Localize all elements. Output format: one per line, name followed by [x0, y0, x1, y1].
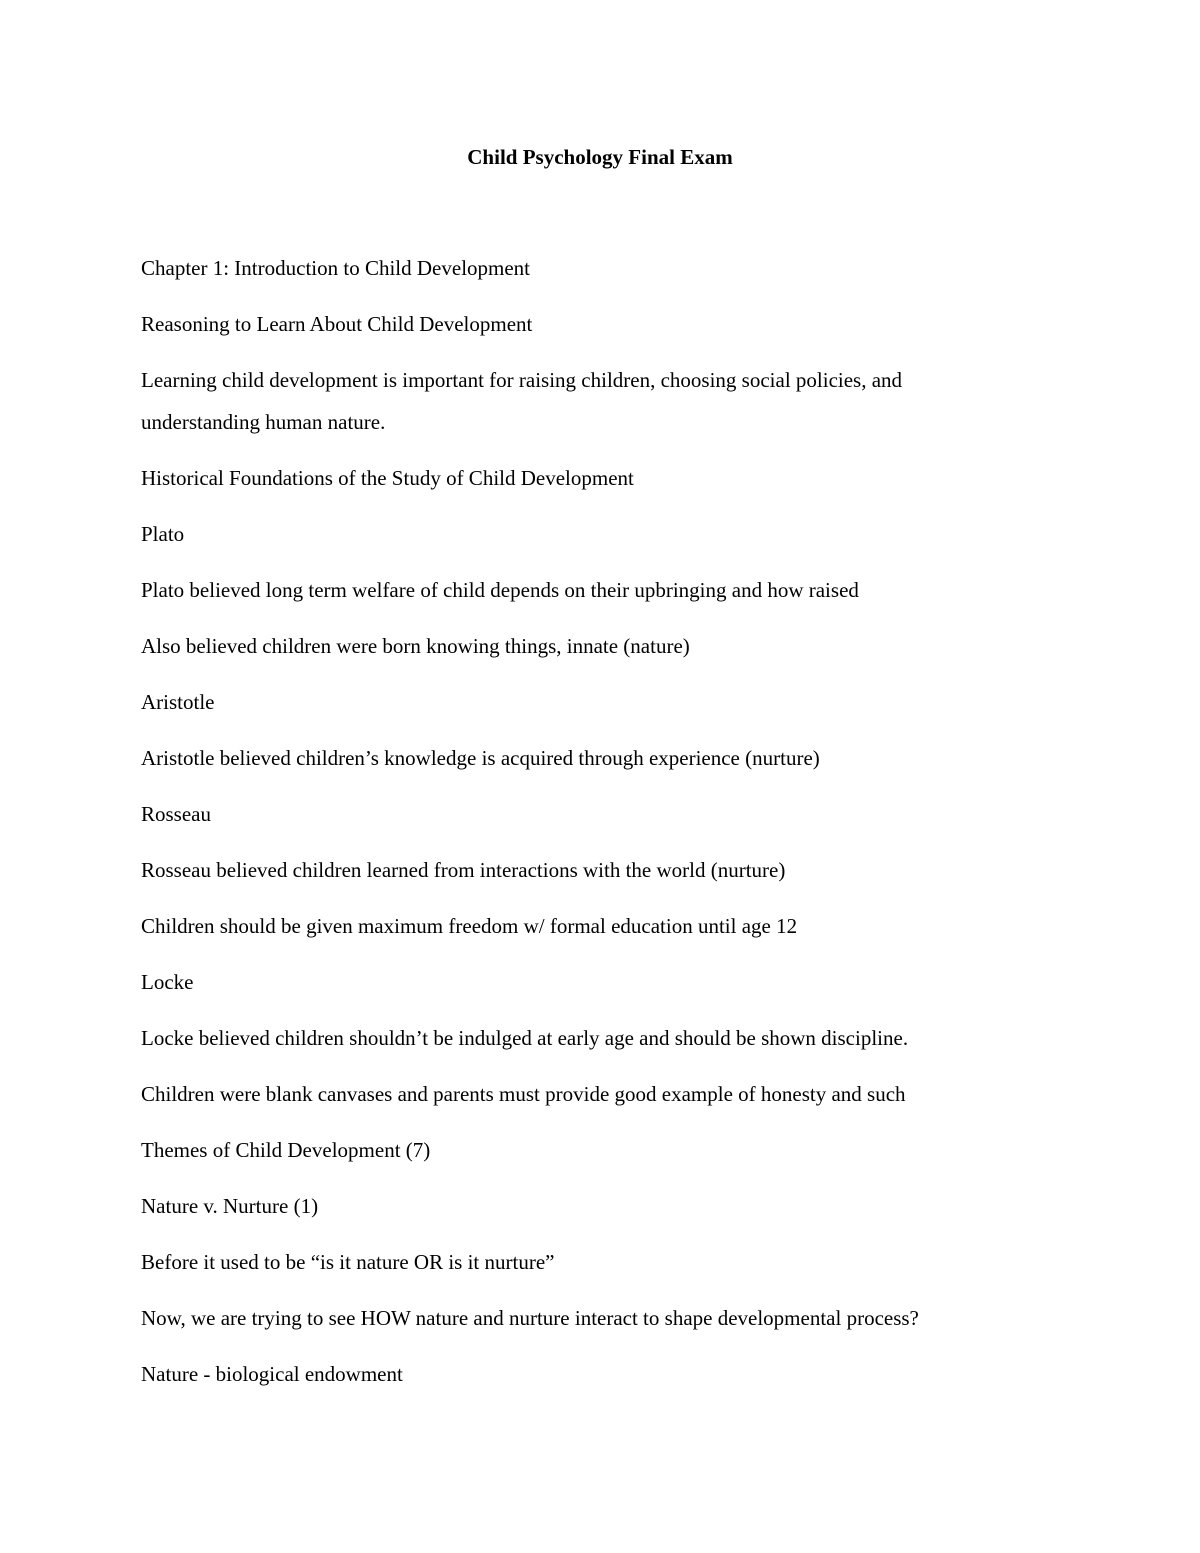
- paragraph: Locke believed children shouldn’t be indulged at early age and should be shown discipline.: [141, 1026, 909, 1050]
- paragraph: Children should be given maximum freedom w/ formal education until age 12: [141, 914, 798, 938]
- section-heading: Reasoning to Learn About Child Development: [141, 312, 533, 336]
- paragraph: Children were blank canvases and parents must provide good example of honesty and such: [141, 1082, 906, 1106]
- chapter-heading: Chapter 1: Introduction to Child Development: [141, 256, 531, 280]
- paragraph: Plato believed long term welfare of child depends on their upbringing and how raised: [141, 578, 859, 602]
- document-body: [141, 252, 1041, 1414]
- paragraph-line: understanding human nature.: [141, 410, 386, 434]
- paragraph: Before it used to be “is it nature OR is it nurture”: [141, 1250, 555, 1274]
- paragraph: Now, we are trying to see HOW nature and nurture interact to shape developmental process?: [141, 1306, 919, 1330]
- subheading: Locke: [141, 970, 194, 994]
- section-heading: Historical Foundations of the Study of Child Development: [141, 466, 634, 490]
- paragraph-line: Learning child development is important for raising children, choosing social policies, and: [141, 368, 903, 392]
- paragraph: [141, 364, 1041, 438]
- subheading: Nature v. Nurture (1): [141, 1194, 319, 1218]
- paragraph: Also believed children were born knowing things, innate (nature): [141, 634, 690, 658]
- paragraph: Rosseau believed children learned from interactions with the world (nurture): [141, 858, 786, 882]
- document-title: Child Psychology Final Exam: [467, 145, 733, 169]
- subheading: Plato: [141, 522, 185, 546]
- section-heading: Themes of Child Development (7): [141, 1138, 431, 1162]
- paragraph: Nature - biological endowment: [141, 1362, 403, 1386]
- subheading: Aristotle: [141, 690, 215, 714]
- paragraph: Aristotle believed children’s knowledge is acquired through experience (nurture): [141, 746, 820, 770]
- subheading: Rosseau: [141, 802, 211, 826]
